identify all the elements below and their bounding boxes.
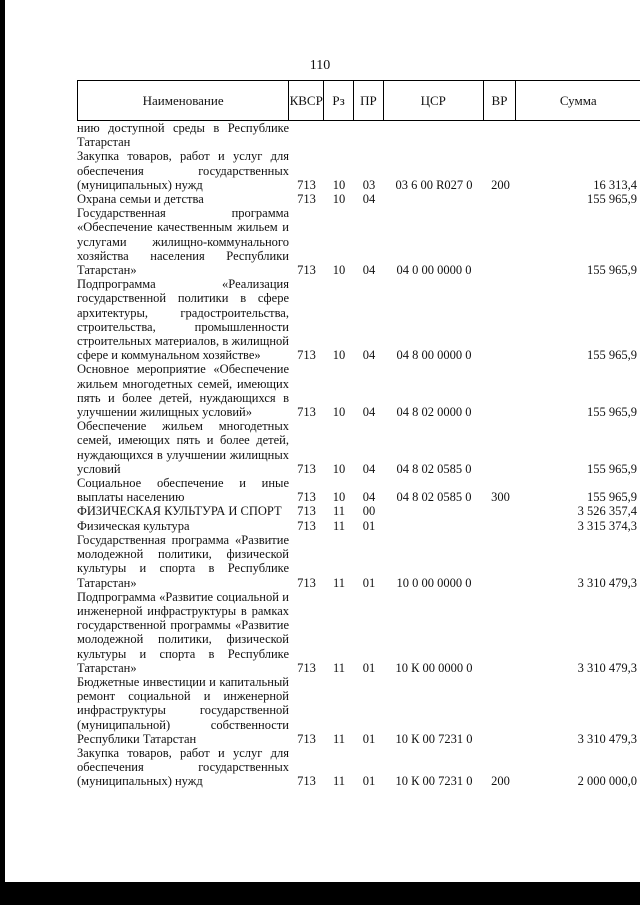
header-csr: ЦСР <box>384 81 484 120</box>
cell-kvsr: 713 <box>297 490 316 505</box>
table-row <box>77 121 640 149</box>
cell-vr: 200 <box>491 177 510 192</box>
cell-sum: 155 965,9 <box>587 405 637 420</box>
cell-kvsr: 713 <box>297 177 316 192</box>
cell-pr: 01 <box>362 660 376 675</box>
cell-name: Обеспечение жильем многодетных семей, имеющих пять и более детей, нуждающихся в улучшении жилищных условий <box>77 419 289 476</box>
header-sum: Сумма <box>559 92 597 108</box>
cell-pr: 01 <box>362 774 376 789</box>
table-row <box>77 277 640 362</box>
cell-kvsr: 713 <box>297 405 316 420</box>
table-row <box>77 519 640 533</box>
cell-kvsr: 713 <box>297 348 316 363</box>
cell-csr: 10 К 00 0000 0 <box>395 660 473 675</box>
header-rz: Рз <box>324 81 354 120</box>
cell-name: Закупка товаров, работ и услуг для обеспечения государственных (муниципальных) нужд <box>77 149 289 192</box>
page-edge-left <box>0 0 5 905</box>
table-row <box>77 746 640 789</box>
cell-pr: 04 <box>362 461 376 476</box>
cell-csr: 04 8 02 0585 0 <box>396 461 472 476</box>
table-row <box>77 419 640 476</box>
cell-kvsr: 713 <box>297 575 316 590</box>
cell-rz: 11 <box>332 660 346 675</box>
cell-pr: 01 <box>362 518 376 533</box>
cell-csr: 03 6 00 R027 0 <box>395 177 473 192</box>
cell-pr: 01 <box>362 731 376 746</box>
cell-rz: 10 <box>332 405 346 420</box>
cell-pr: 04 <box>362 348 376 363</box>
cell-name: Основное мероприятие «Обеспечение жильем многодетных семей, имеющих пять и более детей, нуждающихся в улучшении жилищных условий» <box>77 362 289 420</box>
cell-sum: 155 965,9 <box>587 348 637 363</box>
cell-sum: 155 965,9 <box>587 490 637 505</box>
cell-name: Охрана семьи и детства <box>77 192 204 207</box>
cell-rz: 10 <box>332 177 346 192</box>
cell-vr: 300 <box>491 490 510 505</box>
cell-pr: 04 <box>362 263 376 278</box>
cell-name: Закупка товаров, работ и услуг для обеспечения государственных (муниципальных) нужд <box>77 745 289 789</box>
cell-name: ФИЗИЧЕСКАЯ КУЛЬТУРА И СПОРТ <box>77 504 282 519</box>
cell-pr: 00 <box>362 504 376 519</box>
header-kvsr: КВСР <box>289 81 324 120</box>
cell-rz: 10 <box>332 461 346 476</box>
cell-rz: 11 <box>332 774 346 789</box>
table-header <box>77 80 640 121</box>
cell-csr: 04 0 00 0000 0 <box>396 263 472 278</box>
cell-rz: 10 <box>332 263 346 278</box>
cell-name: Физическая культура <box>77 518 190 533</box>
cell-sum: 155 965,9 <box>587 263 637 278</box>
cell-csr: 10 0 00 0000 0 <box>396 575 472 590</box>
table-row <box>77 675 640 746</box>
cell-kvsr: 713 <box>297 504 316 519</box>
cell-sum: 2 000 000,0 <box>577 774 637 789</box>
cell-pr: 04 <box>362 405 376 420</box>
cell-pr: 03 <box>362 177 376 192</box>
header-name: Наименование <box>78 81 289 120</box>
cell-name: Подпрограмма «Развитие социальной и инженерной инфраструктуры в рамках государственной программы «Развитие молодежной политики, физической культуры и спорта в Республике Татарстан» <box>77 589 289 675</box>
cell-rz: 11 <box>332 731 346 746</box>
table-row <box>77 192 640 206</box>
cell-sum: 3 310 479,3 <box>577 731 637 746</box>
table-row <box>77 206 640 277</box>
cell-name: Государственная программа «Развитие молодежной политики, физической культуры и спорта в Республике Татарстан» <box>77 532 289 590</box>
cell-csr: 04 8 00 0000 0 <box>396 348 472 363</box>
cell-sum: 155 965,9 <box>587 192 637 207</box>
header-vr: ВР <box>484 81 517 120</box>
cell-kvsr: 713 <box>297 263 316 278</box>
cell-pr: 04 <box>362 192 376 207</box>
cell-name: нию доступной среды в Республике Татарстан <box>77 121 289 150</box>
table-row <box>77 504 640 518</box>
cell-sum: 3 310 479,3 <box>577 660 637 675</box>
cell-sum: 3 310 479,3 <box>577 575 637 590</box>
page-number: 110 <box>309 58 331 73</box>
cell-rz: 11 <box>332 504 346 519</box>
page-edge-bottom <box>0 882 640 905</box>
header-pr: ПР <box>354 81 384 120</box>
cell-kvsr: 713 <box>297 774 316 789</box>
table-body <box>77 121 640 789</box>
table-row <box>77 590 640 675</box>
table-row <box>77 476 640 504</box>
cell-kvsr: 713 <box>297 461 316 476</box>
cell-sum: 16 313,4 <box>593 177 637 192</box>
cell-name: Бюджетные инвестиции и капитальный ремонт социальной и инженерной инфраструктуры государственной (муниципальной) собственности Республики Татарстан <box>77 674 289 746</box>
table-row <box>77 533 640 590</box>
cell-sum: 3 526 357,4 <box>577 504 637 519</box>
cell-kvsr: 713 <box>297 192 316 207</box>
cell-name: Подпрограмма «Реализация государственной политики в сфере архитектуры, градостроительства, строительства, промышленности строительных материалов, в жилищной сфере и коммунальном хозяйстве» <box>77 277 289 363</box>
cell-csr: 10 К 00 7231 0 <box>395 731 473 746</box>
cell-rz: 11 <box>332 518 346 533</box>
table-row <box>77 362 640 419</box>
cell-name: Социальное обеспечение и иные выплаты населению <box>77 476 289 505</box>
cell-csr: 10 К 00 7231 0 <box>395 774 473 789</box>
cell-kvsr: 713 <box>297 731 316 746</box>
cell-kvsr: 713 <box>297 660 316 675</box>
cell-pr: 01 <box>362 575 376 590</box>
table-row <box>77 149 640 192</box>
cell-vr: 200 <box>491 774 510 789</box>
cell-rz: 10 <box>332 490 346 505</box>
cell-sum: 3 315 374,3 <box>577 518 637 533</box>
cell-csr: 04 8 02 0000 0 <box>396 405 472 420</box>
cell-sum: 155 965,9 <box>587 461 637 476</box>
cell-csr: 04 8 02 0585 0 <box>396 490 472 505</box>
cell-name: Государственная программа «Обеспечение качественным жильем и услугами жилищно-коммунального хозяйства населения Республики Татарстан» <box>77 206 289 278</box>
cell-kvsr: 713 <box>297 518 316 533</box>
cell-rz: 10 <box>332 348 346 363</box>
cell-rz: 11 <box>332 575 346 590</box>
cell-rz: 10 <box>332 192 346 207</box>
cell-pr: 04 <box>362 490 376 505</box>
